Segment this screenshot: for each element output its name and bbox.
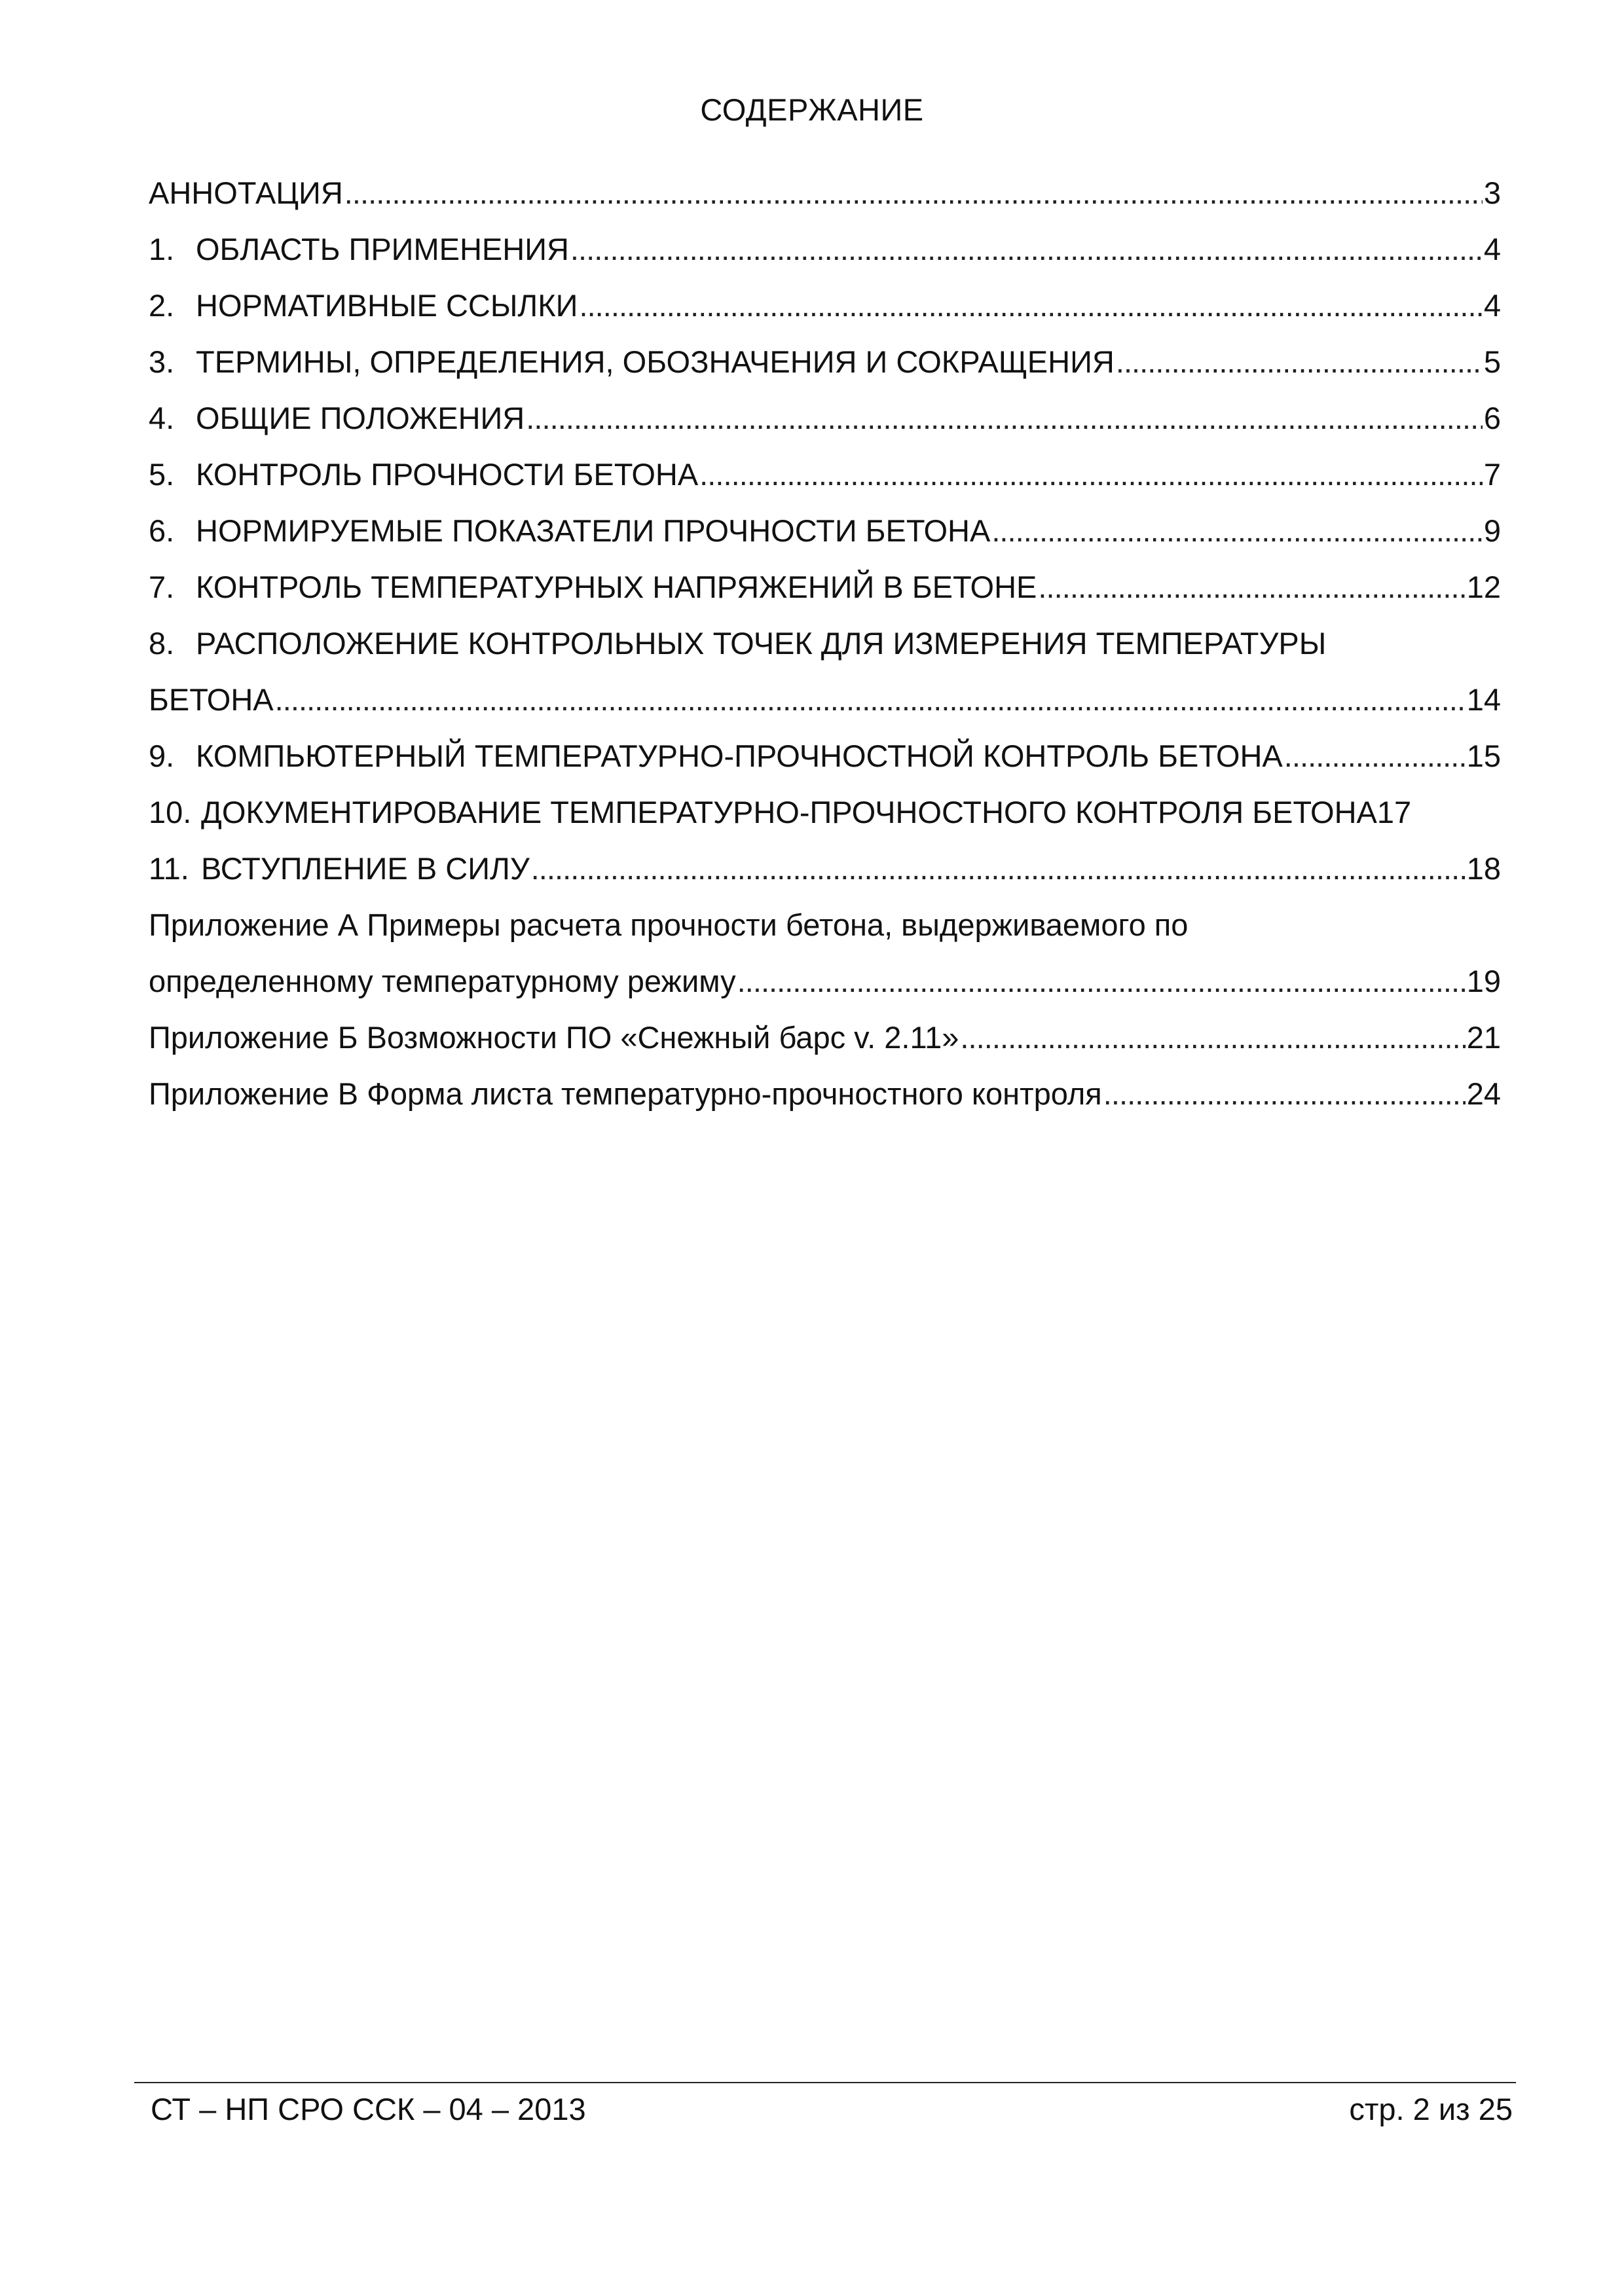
toc-entry-2[interactable] (149, 278, 1501, 334)
toc-entry-page: 18 (1466, 851, 1501, 886)
dot-leader (579, 278, 1482, 334)
toc-entry-number: 3. (149, 344, 175, 379)
dot-leader (991, 503, 1483, 559)
toc-entry-page: 17 (1376, 795, 1412, 829)
toc-entry-7[interactable] (149, 559, 1501, 615)
toc-entry-number: 1. (149, 232, 175, 266)
toc-entry-label: РАСПОЛОЖЕНИЕ КОНТРОЛЬНЫХ ТОЧЕК ДЛЯ ИЗМЕРЕНИЯ ТЕМПЕРАТУРЫ (196, 626, 1327, 661)
dot-leader (1116, 334, 1483, 390)
toc-entry-page: 19 (1466, 964, 1501, 998)
page-title: СОДЕРЖАНИЕ (700, 92, 924, 127)
footer-page-number: стр. 2 из 25 (1349, 2092, 1513, 2126)
toc-entry-4[interactable] (149, 390, 1501, 446)
dot-leader (570, 221, 1483, 278)
toc-entry-page: 3 (1483, 175, 1501, 210)
toc-entry-page: 15 (1466, 738, 1501, 773)
toc-entry-page: 14 (1466, 682, 1501, 717)
toc-entry-page: 4 (1483, 288, 1501, 323)
toc-entry-number: 9. (149, 738, 175, 773)
toc-entry-label: БЕТОНА (149, 682, 274, 717)
toc-entry-label: КОНТРОЛЬ ТЕМПЕРАТУРНЫХ НАПРЯЖЕНИЙ В БЕТОНЕ (196, 570, 1037, 604)
toc-entry-label: Приложение Б Возможности ПО «Снежный барс v. 2.11» (149, 1020, 959, 1055)
toc-entry-label: КОНТРОЛЬ ПРОЧНОСТИ БЕТОНА (196, 457, 699, 492)
toc-entry-number: 10. (149, 795, 192, 829)
toc-entry-appendix-v[interactable] (149, 1066, 1501, 1122)
toc-entry-number: 7. (149, 570, 175, 604)
toc-entry-11[interactable] (149, 841, 1501, 897)
toc-entry-3[interactable] (149, 334, 1501, 390)
toc-entry-label: ОБЛАСТЬ ПРИМЕНЕНИЯ (196, 232, 569, 266)
toc-entry-label: определенному температурному режиму (149, 964, 736, 998)
toc-entry-number: 11. (149, 851, 189, 886)
toc-entry-appendix-b[interactable] (149, 1010, 1501, 1066)
toc-entry-6[interactable] (149, 503, 1501, 559)
toc-entry-appendix-a[interactable] (149, 897, 1501, 953)
toc-entry-8[interactable] (149, 615, 1501, 672)
toc-entry-label: Приложение А Примеры расчета прочности бетона, выдерживаемого по (149, 907, 1189, 942)
toc-entry-9[interactable] (149, 728, 1501, 784)
toc-entry-label: АННОТАЦИЯ (149, 175, 343, 210)
toc-entry-10[interactable] (149, 784, 1501, 841)
toc-entry-page: 4 (1483, 232, 1501, 266)
footer-document-code: СТ – НП СРО ССК – 04 – 2013 (151, 2092, 586, 2126)
toc-entry-label: ДОКУМЕНТИРОВАНИЕ ТЕМПЕРАТУРНО-ПРОЧНОСТНОГО КОНТРОЛЯ БЕТОНА (201, 795, 1377, 829)
toc-entry-label: НОРМАТИВНЫЕ ССЫЛКИ (196, 288, 578, 323)
toc-entry-number: 8. (149, 626, 175, 661)
dot-leader (1038, 559, 1465, 615)
toc-entry-page: 5 (1483, 344, 1501, 379)
toc-entry-number: 4. (149, 401, 175, 435)
toc-entry-5[interactable] (149, 446, 1501, 503)
dot-leader (344, 165, 1483, 221)
dot-leader (960, 1010, 1465, 1066)
toc-entry-page: 21 (1466, 1020, 1501, 1055)
toc-entry-label: КОМПЬЮТЕРНЫЙ ТЕМПЕРАТУРНО-ПРОЧНОСТНОЙ КОНТРОЛЬ БЕТОНА (196, 738, 1283, 773)
dot-leader (526, 390, 1483, 446)
toc-entry-number: 2. (149, 288, 175, 323)
dot-leader (1103, 1066, 1466, 1122)
toc-entry-8-continued[interactable] (149, 672, 1501, 728)
toc-entry-page: 12 (1466, 570, 1501, 604)
toc-entry-appendix-a-continued[interactable] (149, 953, 1501, 1010)
toc-entry-page: 6 (1483, 401, 1501, 435)
dot-leader (737, 953, 1466, 1010)
toc-entry-label: Приложение В Форма листа температурно-прочностного контроля (149, 1076, 1102, 1111)
footer-divider (134, 2082, 1516, 2083)
toc-entry-page: 7 (1483, 457, 1501, 492)
dot-leader (699, 446, 1483, 503)
toc-entry-annotation[interactable] (149, 165, 1501, 221)
toc-entry-number: 6. (149, 513, 175, 548)
toc-entry-page: 9 (1483, 513, 1501, 548)
toc-entry-number: 5. (149, 457, 175, 492)
toc-entry-label: ТЕРМИНЫ, ОПРЕДЕЛЕНИЯ, ОБОЗНАЧЕНИЯ И СОКРАЩЕНИЯ (196, 344, 1115, 379)
toc-entry-page: 24 (1466, 1076, 1501, 1111)
dot-leader (275, 672, 1466, 728)
toc-entry-1[interactable] (149, 221, 1501, 278)
table-of-contents (149, 165, 1501, 1122)
dot-leader (1284, 728, 1466, 784)
toc-entry-label: НОРМИРУЕМЫЕ ПОКАЗАТЕЛИ ПРОЧНОСТИ БЕТОНА (196, 513, 991, 548)
dot-leader (531, 841, 1466, 897)
toc-entry-label: ВСТУПЛЕНИЕ В СИЛУ (201, 851, 530, 886)
toc-entry-label: ОБЩИЕ ПОЛОЖЕНИЯ (196, 401, 525, 435)
